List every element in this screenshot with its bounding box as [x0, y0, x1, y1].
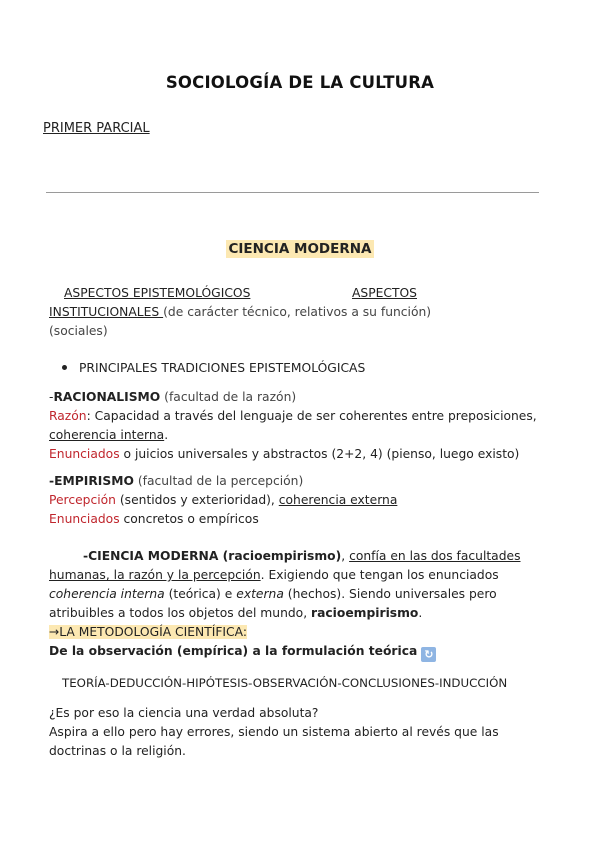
empirismo-enunciados-line	[49, 512, 259, 526]
coherencia-externa: coherencia externa	[278, 493, 398, 507]
metodologia-heading: →LA METODOLOGÍA CIENTÍFICA:	[49, 625, 247, 639]
ciencia-line-2-rest: . Exigiendo que tengan los enunciados	[260, 568, 499, 582]
method-sequence: TEORÍA-DEDUCCIÓN-HIPÓTESIS-OBSERVACIÓN-CONCLUSIONES-INDUCCIÓN	[62, 676, 508, 690]
coherencia-interna-line	[49, 428, 168, 442]
answer-line-2: doctrinas o la religión.	[49, 744, 186, 758]
aspect-institucionales-1: ASPECTOS	[352, 286, 417, 300]
razon-text: : Capacidad a través del lenguaje de ser coherentes entre preposiciones,	[86, 409, 537, 423]
aspect-institucionales-2: INSTITUCIONALES	[49, 305, 164, 319]
racionalismo-enunciados-text: o juicios universales y abstractos (2+2, 4) (pienso, luego existo)	[119, 447, 520, 461]
answer-line-1: Aspira a ello pero hay errores, siendo un sistema abierto al revés que las	[49, 725, 499, 739]
section-title	[0, 241, 600, 257]
racionalismo-enunciados-line	[49, 447, 519, 461]
ciencia-line-3	[49, 587, 497, 601]
ciencia-italic-1: coherencia interna	[49, 587, 165, 601]
ciencia-line-3-a: (teórica) e	[164, 587, 237, 601]
section-title-text: CIENCIA MODERNA	[228, 241, 372, 257]
ciencia-line-1	[83, 549, 521, 563]
racioempirismo-term: racioempirismo	[311, 606, 419, 620]
aspect-institucionales-note: (de carácter técnico, relativos a su función)	[163, 305, 432, 319]
racionalismo-heading	[49, 390, 296, 404]
ciencia-name: -CIENCIA MODERNA (racioempirismo)	[83, 549, 342, 563]
observacion-text: De la observación (empírica) a la formulación teórica	[49, 644, 418, 658]
document-subtitle: PRIMER PARCIAL	[43, 121, 150, 136]
coherencia-interna: coherencia interna	[49, 428, 165, 442]
razon-line	[49, 409, 537, 423]
ciencia-underline-1: confía en las dos facultades	[349, 549, 521, 563]
ciencia-line-2	[49, 568, 499, 582]
empirismo-note: (facultad de la percepción)	[133, 474, 304, 488]
aspects-social: (sociales)	[49, 324, 108, 338]
racionalismo-dash: -	[49, 390, 54, 404]
racionalismo-name: RACIONALISMO	[53, 390, 161, 404]
racionalismo-enunciados-label: Enunciados	[49, 447, 120, 461]
repeat-icon: ↻	[421, 647, 436, 662]
coherencia-interna-end: .	[164, 428, 169, 442]
ciencia-line-4	[49, 606, 422, 620]
metodologia-line	[49, 625, 247, 639]
ciencia-underline-2: humanas, la razón y la percepción	[49, 568, 261, 582]
bullet-icon	[62, 365, 67, 370]
ciencia-italic-2: externa	[236, 587, 284, 601]
bullet-item	[62, 361, 365, 375]
racionalismo-note: (facultad de la razón)	[160, 390, 297, 404]
question-line: ¿Es por eso la ciencia una verdad absoluta?	[49, 706, 319, 720]
aspects-line-1b	[352, 286, 417, 300]
document-title: SOCIOLOGÍA DE LA CULTURA	[165, 73, 435, 92]
percepcion-label: Percepción	[49, 493, 116, 507]
empirismo-heading	[49, 474, 303, 488]
ciencia-line-4-c: .	[418, 606, 423, 620]
ciencia-comma: ,	[341, 549, 350, 563]
ciencia-line-4-a: atribuibles a todos los objetos del mundo,	[49, 606, 312, 620]
empirismo-enunciados-label: Enunciados	[49, 512, 120, 526]
razon-label: Razón	[49, 409, 87, 423]
ciencia-line-3-b: (hechos). Siendo universales pero	[283, 587, 497, 601]
aspects-line-1	[64, 286, 250, 300]
observacion-line	[49, 644, 436, 662]
bullet-text: PRINCIPALES TRADICIONES EPISTEMOLÓGICAS	[79, 361, 366, 375]
empirismo-enunciados-text: concretos o empíricos	[119, 512, 259, 526]
aspects-line-2	[49, 305, 431, 319]
aspect-epistemologicos: ASPECTOS EPISTEMOLÓGICOS	[64, 286, 251, 300]
empirismo-name: -EMPIRISMO	[49, 474, 134, 488]
horizontal-rule	[46, 192, 539, 193]
percepcion-line	[49, 493, 397, 507]
percepcion-text: (sentidos y exterioridad),	[115, 493, 279, 507]
